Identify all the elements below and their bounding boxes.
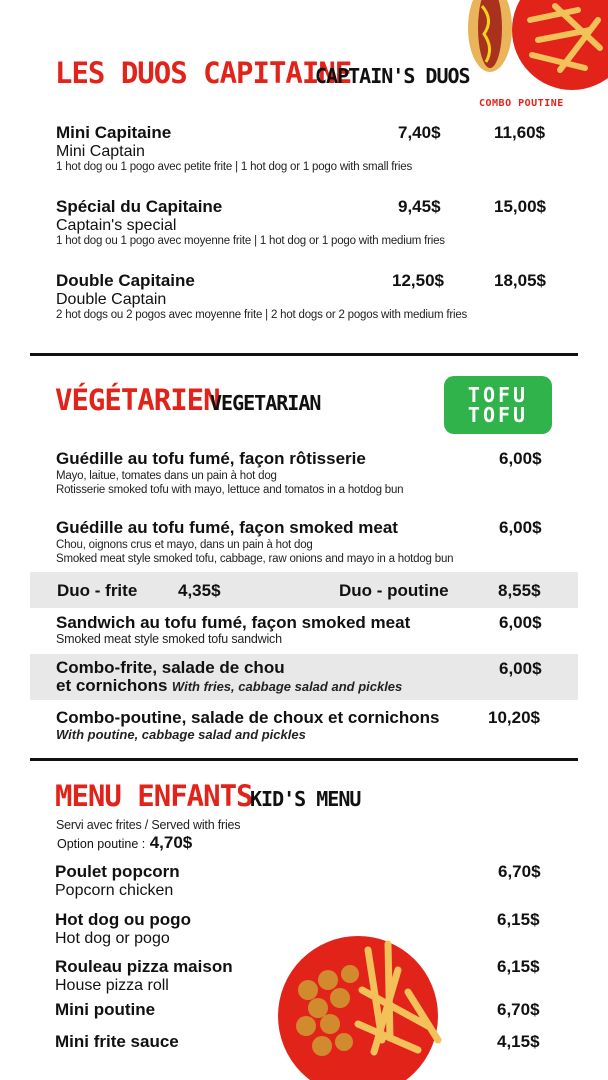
item-price: 6,70$: [498, 862, 541, 881]
item-price: 6,15$: [497, 957, 540, 976]
item-sub: Popcorn chicken: [55, 882, 174, 899]
kids-item-mini-frite: Mini frite sauce: [55, 1032, 179, 1051]
vege-title-fr: VÉGÉTARIEN: [55, 383, 220, 417]
item-price: 6,00$: [499, 613, 542, 632]
item-desc: With fries, cabbage salad and pickles: [171, 679, 403, 694]
kids-item-mini-poutine: Mini poutine: [55, 1000, 156, 1019]
duos-item-special: [56, 197, 445, 247]
popcorn-fries-image: [278, 930, 446, 1080]
vege-item-combo-poutine: [56, 708, 440, 742]
kids-item-pizza-roll: [55, 957, 233, 995]
item-desc: With poutine, cabbage salad and pickles: [56, 727, 306, 742]
item-desc: 2 hot dogs ou 2 pogos avec moyenne frite | 2 hot dogs or 2 pogos with medium fries: [56, 309, 468, 321]
option-poutine: [57, 833, 192, 853]
item-desc: Smoked meat style smoked tofu sandwich: [56, 632, 282, 646]
item-price: 6,70$: [497, 1000, 540, 1019]
item-sub: Double Captain: [56, 291, 167, 308]
item-name: Combo-frite, salade de chou: [56, 658, 285, 677]
item-sub: House pizza roll: [55, 977, 169, 994]
item-desc: 1 hot dog ou 1 pogo avec petite frite | 1 hot dog or 1 pogo with small fries: [56, 161, 413, 173]
item-sub: Mini Captain: [56, 143, 145, 160]
vege-item-sandwich: [56, 613, 410, 645]
item-name: Rouleau pizza maison: [55, 957, 233, 976]
duo-poutine-label: Duo - poutine: [339, 581, 449, 600]
item-sub: Hot dog or pogo: [55, 930, 170, 947]
item-desc: Mayo, laitue, tomates dans un pain à hot dog: [56, 470, 277, 482]
item-price: 6,00$: [499, 518, 542, 537]
item-desc: 1 hot dog ou 1 pogo avec moyenne frite | 1 hot dog or 1 pogo with medium fries: [56, 235, 445, 247]
item-name: Mini Capitaine: [56, 123, 172, 142]
vege-title-en: VEGETARIAN: [210, 391, 321, 415]
option-label: Option poutine :: [57, 837, 146, 851]
item-price: 7,40$: [398, 123, 441, 142]
item-name: Poulet popcorn: [55, 862, 180, 881]
kids-title-fr: MENU ENFANTS: [55, 779, 253, 813]
item-name: et cornichons: [56, 676, 168, 695]
served-note: Servi avec frites / Served with fries: [56, 818, 241, 832]
vege-item-combo-frite: [56, 659, 402, 696]
duo-frite-label: Duo - frite: [57, 581, 138, 600]
tofu-logo-line2: TOFU: [467, 403, 529, 427]
divider: [30, 758, 578, 761]
item-name: Guédille au tofu fumé, façon rôtisserie: [56, 449, 366, 468]
item-combo-price: 11,60$: [494, 123, 546, 142]
item-price: 6,15$: [497, 910, 540, 929]
tofu-logo-line1: TOFU: [467, 383, 529, 407]
duo-frite-price: 4,35$: [178, 581, 221, 600]
item-sub: Captain's special: [56, 217, 177, 234]
item-price: 4,15$: [497, 1032, 540, 1051]
item-name-line2: [56, 677, 402, 696]
kids-item-hotdog: [55, 910, 191, 948]
item-desc: Rotisserie smoked tofu with mayo, lettuce and tomatos in a hotdog bun: [56, 484, 404, 496]
divider: [30, 353, 578, 356]
item-name: Sandwich au tofu fumé, façon smoked meat: [56, 613, 411, 632]
item-price: 6,00$: [499, 449, 542, 468]
duos-title-en: CAPTAIN'S DUOS: [315, 64, 470, 88]
item-combo-price: 18,05$: [494, 271, 546, 290]
item-name: Spécial du Capitaine: [56, 197, 223, 216]
vege-item-rotisserie: [56, 449, 403, 497]
item-price: 9,45$: [398, 197, 441, 216]
combo-poutine-label: COMBO POUTINE: [479, 98, 564, 109]
duo-poutine-price: 8,55$: [498, 581, 541, 600]
item-name: Hot dog ou pogo: [55, 910, 191, 929]
item-price: 10,20$: [488, 708, 540, 727]
item-price: 12,50$: [392, 271, 444, 290]
tofu-logo: [444, 376, 552, 434]
vege-item-smoked-meat: [56, 518, 453, 566]
hotdog-fries-image: [460, 0, 608, 92]
option-price: 4,70$: [149, 833, 193, 852]
kids-item-popcorn: [55, 862, 180, 900]
kids-title-en: KID'S MENU: [250, 787, 361, 811]
item-price: 6,00$: [499, 659, 542, 678]
item-desc: Smoked meat style smoked tofu, cabbage, raw onions and mayo in a hotdog bun: [56, 553, 454, 565]
item-name: Combo-poutine, salade de choux et cornichons: [56, 708, 440, 727]
item-combo-price: 15,00$: [494, 197, 546, 216]
duos-item-mini: [56, 123, 412, 173]
item-name: Guédille au tofu fumé, façon smoked meat: [56, 518, 398, 537]
item-desc: Chou, oignons crus et mayo, dans un pain à hot dog: [56, 539, 313, 551]
duos-title-fr: LES DUOS CAPITAINE: [55, 56, 352, 90]
item-name: Double Capitaine: [56, 271, 195, 290]
